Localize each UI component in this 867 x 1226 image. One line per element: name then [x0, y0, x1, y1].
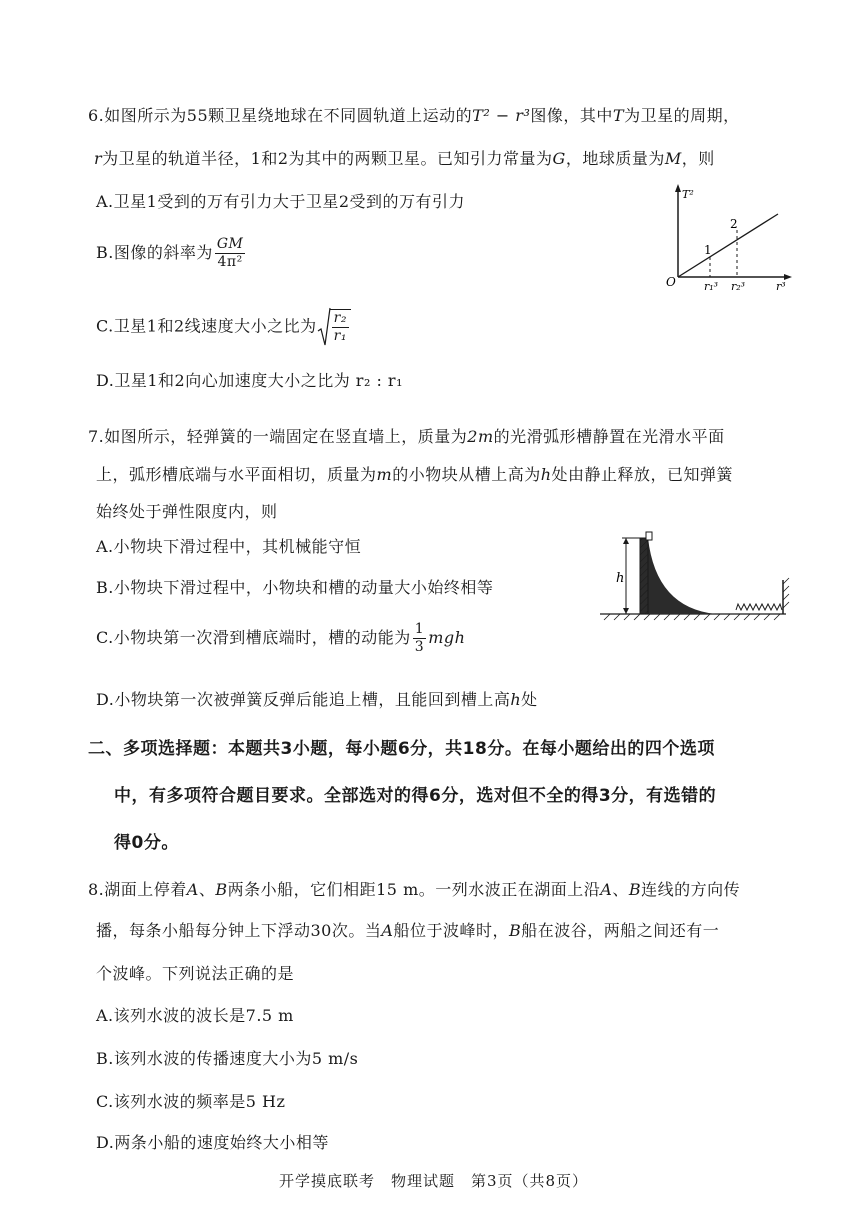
graph-y-arrow — [675, 184, 681, 192]
graph-line — [678, 214, 778, 277]
q7-stem-line1: 7.如图所示，轻弹簧的一端固定在竖直墙上，质量为2m的光滑弧形槽静置在光滑水平面 — [88, 427, 725, 446]
section2-line2: 中，有多项符合题目要求。全部选对的得6分，选对但不全的得3分，有选错的 — [114, 786, 717, 806]
graph-y-label: T² — [682, 188, 694, 201]
q8-option-a: A.该列水波的波长是7.5 m — [96, 1006, 294, 1025]
q6-option-c-sqrt: $\frac{\text{r₂}}{\text{r₁}}$ — [317, 307, 351, 347]
groove-wall — [640, 538, 648, 614]
q7-option-d: D.小物块第一次被弹簧反弹后能追上槽，且能回到槽上高h处 — [96, 690, 538, 709]
graph-point-2: 2 — [730, 217, 738, 231]
height-label: h — [616, 571, 625, 586]
q7-option-c: C.小物块第一次滑到槽底端时，槽的动能为 $\frac{1}{3}$ mgh — [96, 621, 466, 655]
q6-t2-r3-graph — [660, 180, 800, 295]
q8-stem-line1: 8.湖面上停着A、B两条小船，它们相距15 m。一列水波正在湖面上沿A、B连线的方向传 — [88, 880, 741, 899]
q8-option-b: B.该列水波的传播速度大小为5 m/s — [96, 1049, 359, 1068]
q7-groove-spring-figure — [596, 528, 792, 628]
small-block — [646, 532, 652, 540]
q6-option-b-fraction: $\frac{GM}{\text{4π²}}$ — [216, 236, 244, 270]
page-footer: 开学摸底联考 物理试题 第3页（共8页） — [278, 1172, 589, 1190]
q7-option-a: A.小物块下滑过程中，其机械能守恒 — [96, 537, 362, 556]
graph-point-1: 1 — [704, 243, 712, 257]
q8-option-d: D.两条小船的速度始终大小相等 — [96, 1133, 329, 1152]
graph-tick-1: r₁³ — [704, 280, 719, 293]
arc-groove — [640, 538, 716, 614]
q8-stem-line2: 播，每条小船每分钟上下浮动30次。当A船位于波峰时，B船在波谷，两船之间还有一 — [96, 921, 720, 940]
q8-option-c: C.该列水波的频率是5 Hz — [96, 1092, 286, 1111]
graph-tick-2: r₂³ — [731, 280, 746, 293]
section2-line3: 得0分。 — [114, 833, 179, 853]
ground-hatch — [604, 614, 780, 620]
section2-line1: 二、多项选择题：本题共3小题，每小题6分，共18分。在每小题给出的四个选项 — [88, 739, 715, 759]
q7-stem-line2: 上，弧形槽底端与水平面相切，质量为m的小物块从槽上高为h处由静止释放，已知弹簧 — [96, 465, 734, 484]
q6-option-d: D.卫星1和2向心加速度大小之比为 r₂ : r₁ — [96, 371, 403, 390]
q8-stem-line3: 个波峰。下列说法正确的是 — [96, 964, 295, 983]
wall-hatch — [783, 578, 789, 608]
q7-stem-line3: 始终处于弹性限度内，则 — [96, 502, 278, 521]
q7-option-c-fraction: $\frac{1}{3}$ — [414, 621, 425, 655]
graph-origin-label: O — [666, 275, 676, 289]
q6-stem-line2: r为卫星的轨道半径，1和2为其中的两颗卫星。已知引力常量为G，地球质量为M，则 — [94, 149, 715, 168]
spring — [736, 604, 782, 610]
graph-x-label: r³ — [776, 280, 786, 293]
q6-option-b: B.图像的斜率为 $\frac{GM}{\text{4π²}}$ — [96, 236, 244, 270]
q7-option-b: B.小物块下滑过程中，小物块和槽的动量大小始终相等 — [96, 578, 494, 597]
q6-stem-line1: 6.如图所示为55颗卫星绕地球在不同圆轨道上运动的T² − r³图像，其中T为卫星的周期， — [88, 106, 740, 125]
q6-option-c: C.卫星1和2线速度大小之比为 $\frac{\text{r₂}}{\text{r₁}}$ — [96, 307, 351, 347]
q6-option-a: A.卫星1受到的万有引力大于卫星2受到的万有引力 — [96, 192, 466, 211]
